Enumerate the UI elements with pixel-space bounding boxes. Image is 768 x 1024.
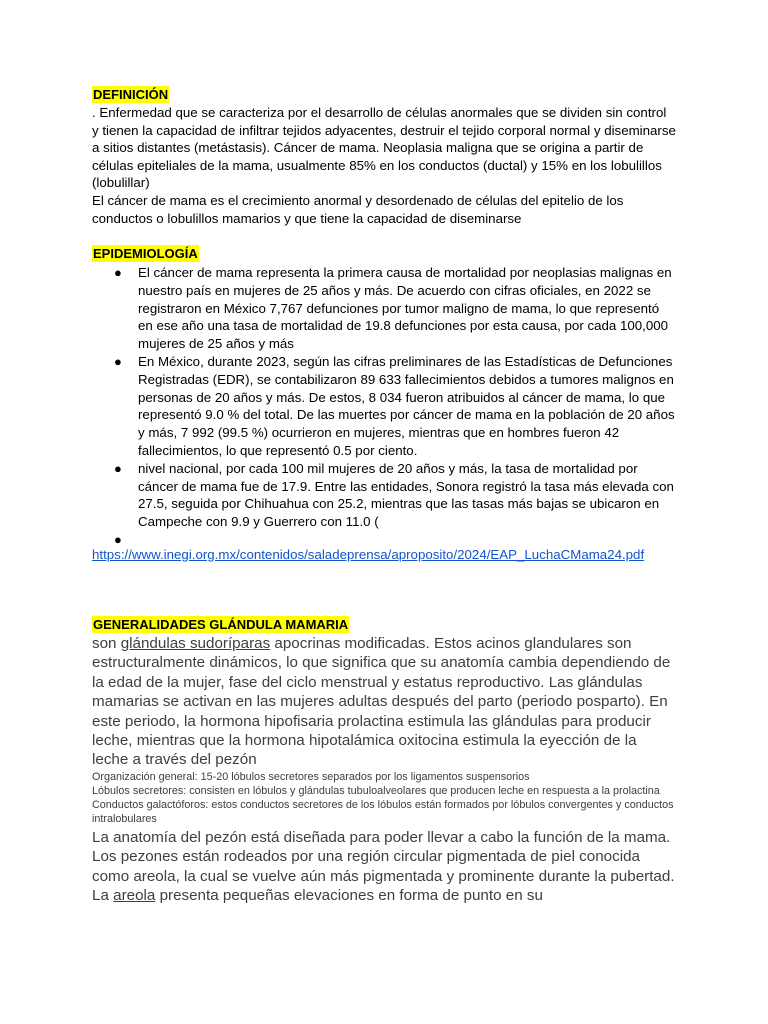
bullet-icon: ● [114, 531, 122, 547]
generalidades-paragraph-2 [92, 828, 676, 906]
list-item [92, 264, 676, 353]
text-run: presenta pequeñas elevaciones en forma de punto en su [155, 887, 543, 905]
bullet-icon: ● [114, 460, 122, 476]
text-run: apocrinas modificadas. Estos acinos glandulares son estructuralmente dinámicos, lo que significa que su anatomía cambia dependiendo de la edad de la mujer, fase del ciclo menstrual y estatus reproductivo. Las glándulas mamarias se activan en las mujeres adultas después del parto (periodo posparto). En este periodo, la hormona hipofisaria prolactina estimula las glándulas para producir leche, mientras que la hormona hipotalámica oxitocina estimula la eyección de la leche a través del pezón [92, 635, 671, 769]
glandulas-sudoriparas-link[interactable]: glándulas sudoríparas [120, 635, 271, 652]
generalidades-paragraph-1 [92, 634, 676, 770]
list-item [92, 460, 676, 531]
definicion-paragraph-1: . Enfermedad que se caracteriza por el desarrollo de células anormales que se dividen sin control y tienen la capacidad de infiltrar tejidos adyacentes, destruir el tejido corporal normal y diseminarse a sitios distantes (metástasis). Cáncer de mama. Neoplasia maligna que se origina a partir de células epiteliales de la mama, usualmente 85% en los conductos (ductal) y 15% en los lobulillos (lobulillar) [92, 105, 676, 191]
areola-link[interactable]: areola [113, 887, 156, 905]
epidemiologia-heading: EPIDEMIOLOGÍA [93, 246, 198, 261]
inegi-source-link[interactable]: https://www.inegi.org.mx/contenidos/saladeprensa/aproposito/2024/EAP_LuchaCMama24.pdf [92, 547, 645, 562]
list-item-text: nivel nacional, por cada 100 mil mujeres de 20 años y más, la tasa de mortalidad por cáncer de mama fue de 17.9. Entre las entidades, Sonora registró la tasa más elevada con 27.5, seguida por Chihuahua con 25.2, mientras que las tasas más bajas se ubicaron en Campeche con 9.9 y Guerrero con 11.0 ( [138, 460, 674, 530]
text-run: La anatomía del pezón está diseñada para poder llevar a cabo la función de la mama. Los pezones están rodeados por una región circular pigmentada de piel conocida como areola, la cual se vuelve aún más pigmentada y prominente durante la pubertad. La [92, 828, 675, 905]
list-item [92, 353, 676, 460]
list-item-text: El cáncer de mama representa la primera causa de mortalidad por neoplasias malignas en nuestro país en mujeres de 25 años y más. De acuerdo con cifras oficiales, en 2022 se registraron en México 7,767 defunciones por tumor maligno de mama, lo que representó en ese año una tasa de mortalidad de 19.8 defunciones por esta causa, por cada 100,000 mujeres de 25 años y más [138, 265, 672, 352]
generalidades-heading: GENERALIDADES GLÁNDULA MAMARIA [93, 617, 349, 632]
epidemiologia-section [92, 245, 676, 263]
text-run: son [92, 635, 121, 652]
bullet-icon: ● [114, 353, 122, 369]
conductos-galactoforos-text: Conductos galactóforos: estos conductos secretores de los lóbulos están formados por lóbulos convergentes y conductos intralobulares [92, 798, 674, 825]
source-link-container [92, 546, 676, 564]
epidemiologia-list [92, 264, 676, 549]
list-item-text: En México, durante 2023, según las cifras preliminares de las Estadísticas de Defunciones Registradas (EDR), se contabilizaron 89 633 fallecimientos debidos a tumores malignos en personas de 20 años y más. De estos, 8 034 fueron atribuidos al cáncer de mama, lo que representó 9.0 % del total. De las muertes por cáncer de mama en la población de 20 años y más, 7 992 (99.5 %) ocurrieron en mujeres, mientras que en hombres fueron 42 fallecimientos, lo que representó 0.5 por ciento. [138, 353, 675, 458]
definicion-section [92, 86, 676, 227]
organizacion-general-text: Organización general: 15-20 lóbulos secretores separados por los ligamentos suspensorios [92, 770, 530, 783]
generalidades-section [92, 616, 676, 905]
definicion-heading: DEFINICIÓN [93, 87, 169, 102]
definicion-paragraph-2: El cáncer de mama es el crecimiento anormal y desordenado de células del epitelio de los conductos o lobulillos mamarios y que tiene la capacidad de diseminarse [92, 192, 624, 226]
lobulos-secretores-text: Lóbulos secretores: consisten en lóbulos y glándulas tubuloalveolares que producen leche en respuesta a la prolactina [92, 784, 660, 797]
bullet-icon: ● [114, 265, 122, 280]
